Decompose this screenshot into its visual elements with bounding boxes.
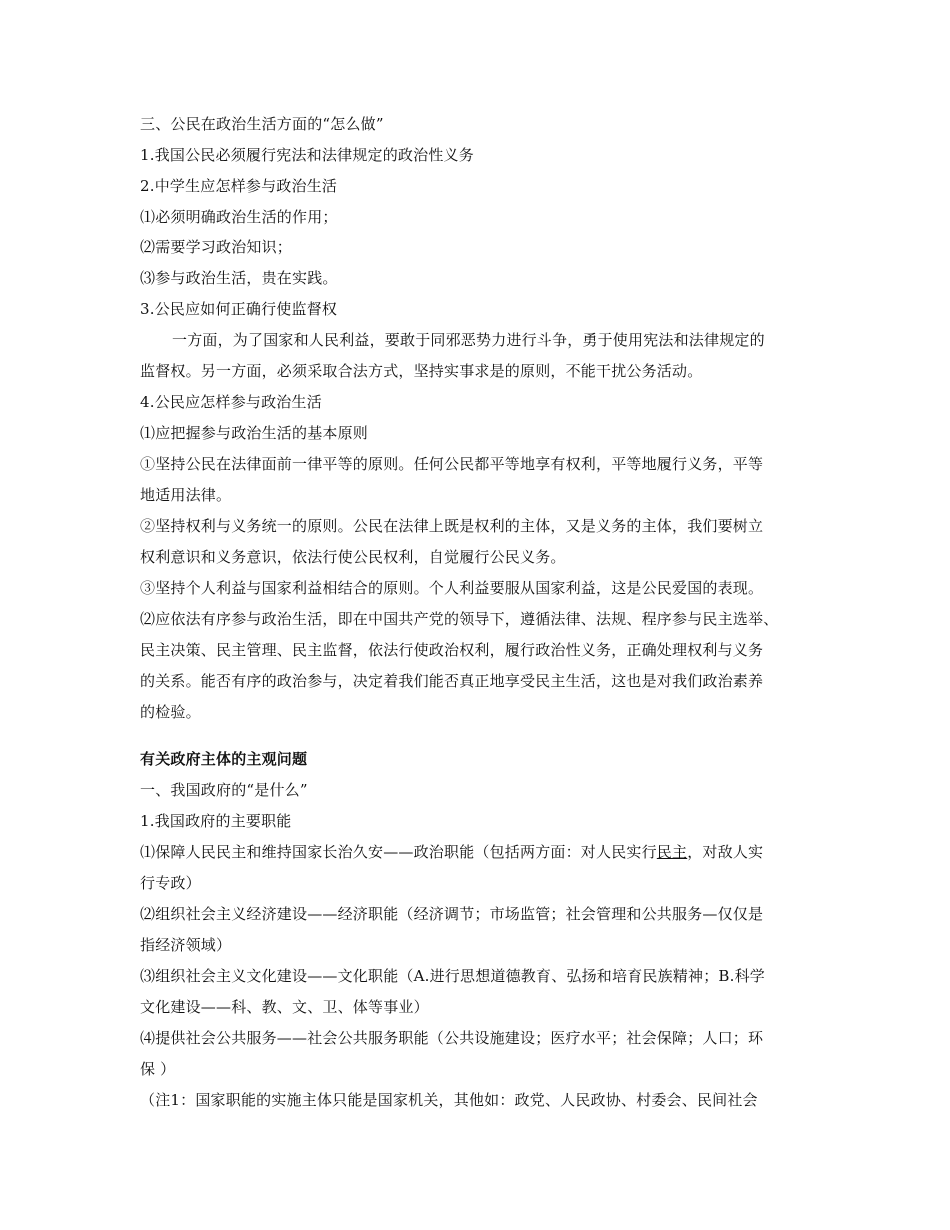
paragraph-line (140, 842, 820, 862)
section-title: 三、公民在政治生活方面的“怎么做” (140, 115, 384, 133)
paragraph-line: 文化建设——科、教、文、卫、体等事业） (140, 998, 429, 1016)
sub-item: ⑴应把握参与政治生活的基本原则 (140, 424, 369, 442)
paragraph-line: ①坚持公民在法律面前一律平等的原则。任何公民都平等地享有权利，平等地履行义务，平等 (140, 455, 764, 473)
paragraph-line: 地适用法律。 (140, 486, 232, 504)
paragraph-line: ③坚持个人利益与国家利益相结合的原则。个人利益要服从国家利益，这是公民爱国的表现。 (140, 579, 764, 597)
paragraph-line: 权利意识和义务意识，依法行使公民权利，自觉履行公民义务。 (140, 548, 566, 566)
section-title: 一、我国政府的“是什么” (140, 781, 308, 799)
paragraph-line: 民主决策、民主管理、民主监督，依法行使政治权利，履行政治性义务，正确处理权利与义务 (140, 641, 764, 659)
sub-item: ⑶参与政治生活，贵在实践。 (140, 269, 338, 287)
note-line: （注1：国家职能的实施主体只能是国家机关，其他如：政党、人民政协、村委会、民间社会 (140, 1091, 758, 1109)
item-heading: 1.我国公民必须履行宪法和法律规定的政治性义务 (140, 146, 474, 164)
paragraph-line: ⑵组织社会主义经济建设——经济职能（经济调节；市场监管；社会管理和公共服务—仅仅是 (140, 905, 764, 923)
paragraph-line: 的关系。能否有序的政治参与，决定着我们能否真正地享受民主生活，这也是对我们政治素养 (140, 672, 764, 690)
paragraph-line: 指经济领域） (140, 936, 232, 954)
paragraph-line: 的检验。 (140, 703, 201, 721)
text-span: ，对敌人实 (687, 843, 764, 861)
item-heading: 1.我国政府的主要职能 (140, 812, 292, 830)
paragraph-line: 一方面，为了国家和人民利益，要敢于同邪恶势力进行斗争，勇于使用宪法和法律规定的 (172, 331, 765, 349)
topic-heading: 有关政府主体的主观问题 (140, 750, 308, 768)
item-heading: 4.公民应怎样参与政治生活 (140, 393, 322, 411)
item-heading: 3.公民应如何正确行使监督权 (140, 300, 338, 318)
paragraph-line: ⑶组织社会主义文化建设——文化职能（A.进行思想道德教育、弘扬和培育民族精神；B.科学 (140, 967, 765, 985)
sub-item: ⑵需要学习政治知识； (140, 238, 293, 256)
paragraph-line: ⑷提供社会公共服务——社会公共服务职能（公共设施建设；医疗水平；社会保障；人口；环 (140, 1029, 764, 1047)
item-heading: 2.中学生应怎样参与政治生活 (140, 177, 338, 195)
paragraph-line: ⑵应依法有序参与政治生活，即在中国共产党的领导下，遵循法律、法规、程序参与民主选举、 (140, 610, 779, 628)
paragraph-line: ②坚持权利与义务统一的原则。公民在法律上既是权利的主体，又是义务的主体，我们要树立 (140, 517, 764, 535)
underlined-term: 民主 (656, 843, 688, 861)
paragraph-line: 监督权。另一方面，必须采取合法方式，坚持实事求是的原则，不能干扰公务活动。 (140, 362, 703, 380)
sub-item: ⑴必须明确政治生活的作用； (140, 208, 338, 226)
text-span: ⑴保障人民民主和维持国家长治久安——政治职能（包括两方面：对人民实行 (140, 843, 657, 861)
paragraph-line: 行专政） (140, 874, 201, 892)
paragraph-line: 保 ） (140, 1060, 176, 1078)
